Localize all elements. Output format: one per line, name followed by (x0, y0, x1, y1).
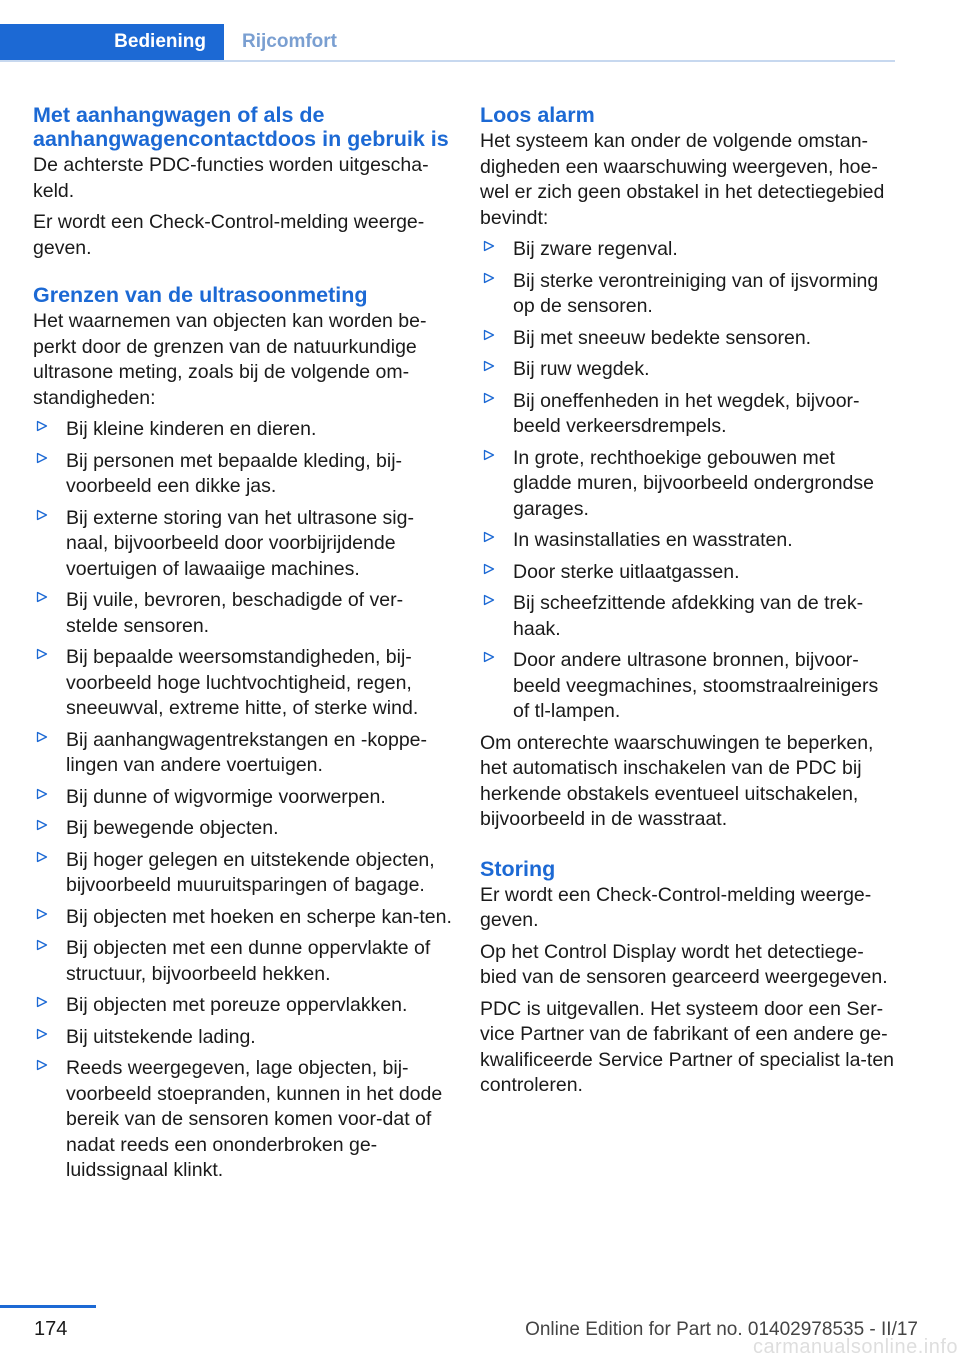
triangle-right-icon (483, 329, 495, 341)
list-item-text: Reeds weergegeven, lage objecten, bij-voorbeeld stoepranden, kunnen in het dode bereik van de sensoren komen voor-dat of nadat reeds een ononderbroken ge-luidssignaal klinkt. (66, 1057, 443, 1181)
paragraph: PDC is uitgevallen. Het systeem door een Ser-vice Partner van de fabrikant of een andere ge-kwalificeerde Service Partner of specialist la-ten controleren. (480, 997, 895, 1096)
list-item (33, 905, 453, 931)
list-item (33, 816, 453, 842)
list-item (33, 645, 453, 722)
list-item-text: Bij objecten met een dunne oppervlakte of structuur, bijvoorbeeld hekken. (66, 937, 431, 985)
list-item (480, 591, 896, 642)
tab-rijcomfort-label: Rijcomfort (242, 31, 337, 52)
list-item (33, 1025, 453, 1051)
triangle-right-icon (36, 1059, 48, 1071)
triangle-right-icon (36, 851, 48, 863)
triangle-right-icon (36, 731, 48, 743)
header-divider (0, 60, 895, 62)
section-heading-limits: Grenzen van de ultrasoonmeting (33, 283, 368, 307)
triangle-right-icon (483, 240, 495, 252)
list-item-text: Bij hoger gelegen en uitstekende objecten, bijvoorbeeld muuruitsparingen of bagage. (66, 848, 435, 896)
list-item-text: Bij objecten met poreuze oppervlakken. (66, 994, 408, 1016)
triangle-right-icon (36, 908, 48, 920)
triangle-right-icon (483, 563, 495, 575)
list-item (480, 560, 896, 586)
list-item (480, 446, 896, 523)
list-item (480, 237, 896, 263)
list-item-text: Bij personen met bepaalde kleding, bij-voorbeeld een dikke jas. (66, 449, 403, 497)
triangle-right-icon (483, 594, 495, 606)
list-item (480, 357, 896, 383)
footer-divider (0, 1305, 96, 1308)
list-item (33, 785, 453, 811)
paragraph: Er wordt een Check-Control-melding weerge-geven. (33, 211, 425, 259)
triangle-right-icon (36, 939, 48, 951)
triangle-right-icon (36, 1028, 48, 1040)
triangle-right-icon (483, 272, 495, 284)
list-item (33, 728, 453, 779)
list-item (480, 389, 896, 440)
list-item-text: In wasinstallaties en wasstraten. (513, 529, 793, 551)
list-item-text: Door andere ultrasone bronnen, bijvoor-beeld veegmachines, stoomstraalreinigers of tl-lampen. (513, 649, 879, 722)
list-item (33, 417, 453, 443)
list-item-text: In grote, rechthoekige gebouwen met gladde muren, bijvoorbeeld ondergrondse garages. (513, 446, 874, 520)
triangle-right-icon (483, 392, 495, 404)
list-item (480, 648, 896, 725)
triangle-right-icon (36, 591, 48, 603)
list-item-text: Bij vuile, bevroren, beschadigde of ver-stelde sensoren. (66, 589, 404, 637)
list-item-text: Bij bepaalde weersomstandigheden, bij-voorbeeld hoge luchtvochtigheid, regen, sneeuwval, extreme hitte, of sterke wind. (66, 646, 419, 719)
triangle-right-icon (36, 788, 48, 800)
list-item-text: Bij aanhangwagentrekstangen en -koppe-lingen van andere voertuigen. (66, 728, 428, 776)
list-item (480, 326, 896, 352)
list-item-text: Bij oneffenheden in het wegdek, bijvoor-beeld verkeersdrempels. (513, 389, 860, 437)
triangle-right-icon (483, 651, 495, 663)
triangle-right-icon (36, 648, 48, 660)
tab-bediening-label: Bediening (114, 31, 206, 52)
list-item-text: Bij zware regenval. (513, 238, 678, 260)
triangle-right-icon (36, 996, 48, 1008)
list-item (33, 848, 453, 899)
right-column (480, 103, 896, 1099)
tab-bediening[interactable] (0, 24, 224, 60)
list-item (480, 528, 896, 554)
tab-rijcomfort[interactable] (224, 24, 337, 60)
paragraph: De achterste PDC-functies worden uitgescha-keld. (33, 154, 429, 202)
paragraph: Er wordt een Check-Control-melding weerge-geven. (480, 883, 872, 931)
section-heading-malfunction: Storing (480, 856, 556, 881)
section-heading-false-alarm: Loos alarm (480, 103, 595, 127)
watermark: carmanualsonline.info (752, 1336, 958, 1358)
list-item-text: Bij externe storing van het ultrasone sig-naal, bijvoorbeeld door voorbijrijdende voertuigen of lawaaiige machines. (66, 506, 414, 580)
list-item (33, 936, 453, 987)
list-item-text: Bij sterke verontreiniging van of ijsvorming op de sensoren. (513, 269, 879, 317)
list-item-text: Bij objecten met hoeken en scherpe kan-ten. (66, 905, 452, 928)
triangle-right-icon (36, 509, 48, 521)
left-column (33, 103, 453, 1190)
list-item-text: Door sterke uitlaatgassen. (513, 560, 740, 583)
triangle-right-icon (36, 420, 48, 432)
list-item (33, 588, 453, 639)
triangle-right-icon (36, 819, 48, 831)
triangle-right-icon (483, 449, 495, 461)
list-item-text: Bij dunne of wigvormige voorwerpen. (66, 785, 386, 808)
list-item (33, 449, 453, 500)
paragraph: Op het Control Display wordt het detectiege-bied van de sensoren gearceerd weergegeven. (480, 940, 888, 988)
list-item-text: Bij scheefzittende afdekking van de trek-haak. (513, 592, 864, 640)
triangle-right-icon (483, 360, 495, 372)
list-item-text: Bij bewegende objecten. (66, 817, 279, 839)
page-number: 174 (34, 1318, 68, 1340)
paragraph: Het waarnemen van objecten kan worden be-perkt door de grenzen van de natuurkundige ultrasone meting, zoals bij de volgende om-standigheden: (33, 310, 427, 409)
triangle-right-icon (483, 531, 495, 543)
list-item-text: Bij ruw wegdek. (513, 358, 650, 380)
list-item (480, 269, 896, 320)
list-item (33, 993, 453, 1019)
list-item-text: Bij met sneeuw bedekte sensoren. (513, 326, 812, 349)
list-item (33, 506, 453, 583)
edition-info: Online Edition for Part no. 01402978535 - II/17 (525, 1319, 918, 1340)
false-alarm-list (480, 237, 896, 725)
limits-list (33, 417, 453, 1184)
list-item-text: Bij kleine kinderen en dieren. (66, 418, 317, 440)
triangle-right-icon (36, 452, 48, 464)
section-tab-bar (0, 24, 895, 62)
section-heading-trailer: Met aanhangwagen of als de aanhangwagencontactdoos in gebruik is (33, 103, 449, 151)
paragraph: Het systeem kan onder de volgende omstan-digheden een waarschuwing weergeven, hoe-wel er zich geen obstakel in het detectiegebied bevindt: (480, 130, 885, 229)
paragraph: Om onterechte waarschuwingen te beperken, het automatisch inschakelen van de PDC bij herkende obstakels eventueel uitschakelen, bijvoorbeeld in de wasstraat. (480, 731, 874, 830)
list-item (33, 1056, 453, 1184)
list-item-text: Bij uitstekende lading. (66, 1025, 256, 1048)
